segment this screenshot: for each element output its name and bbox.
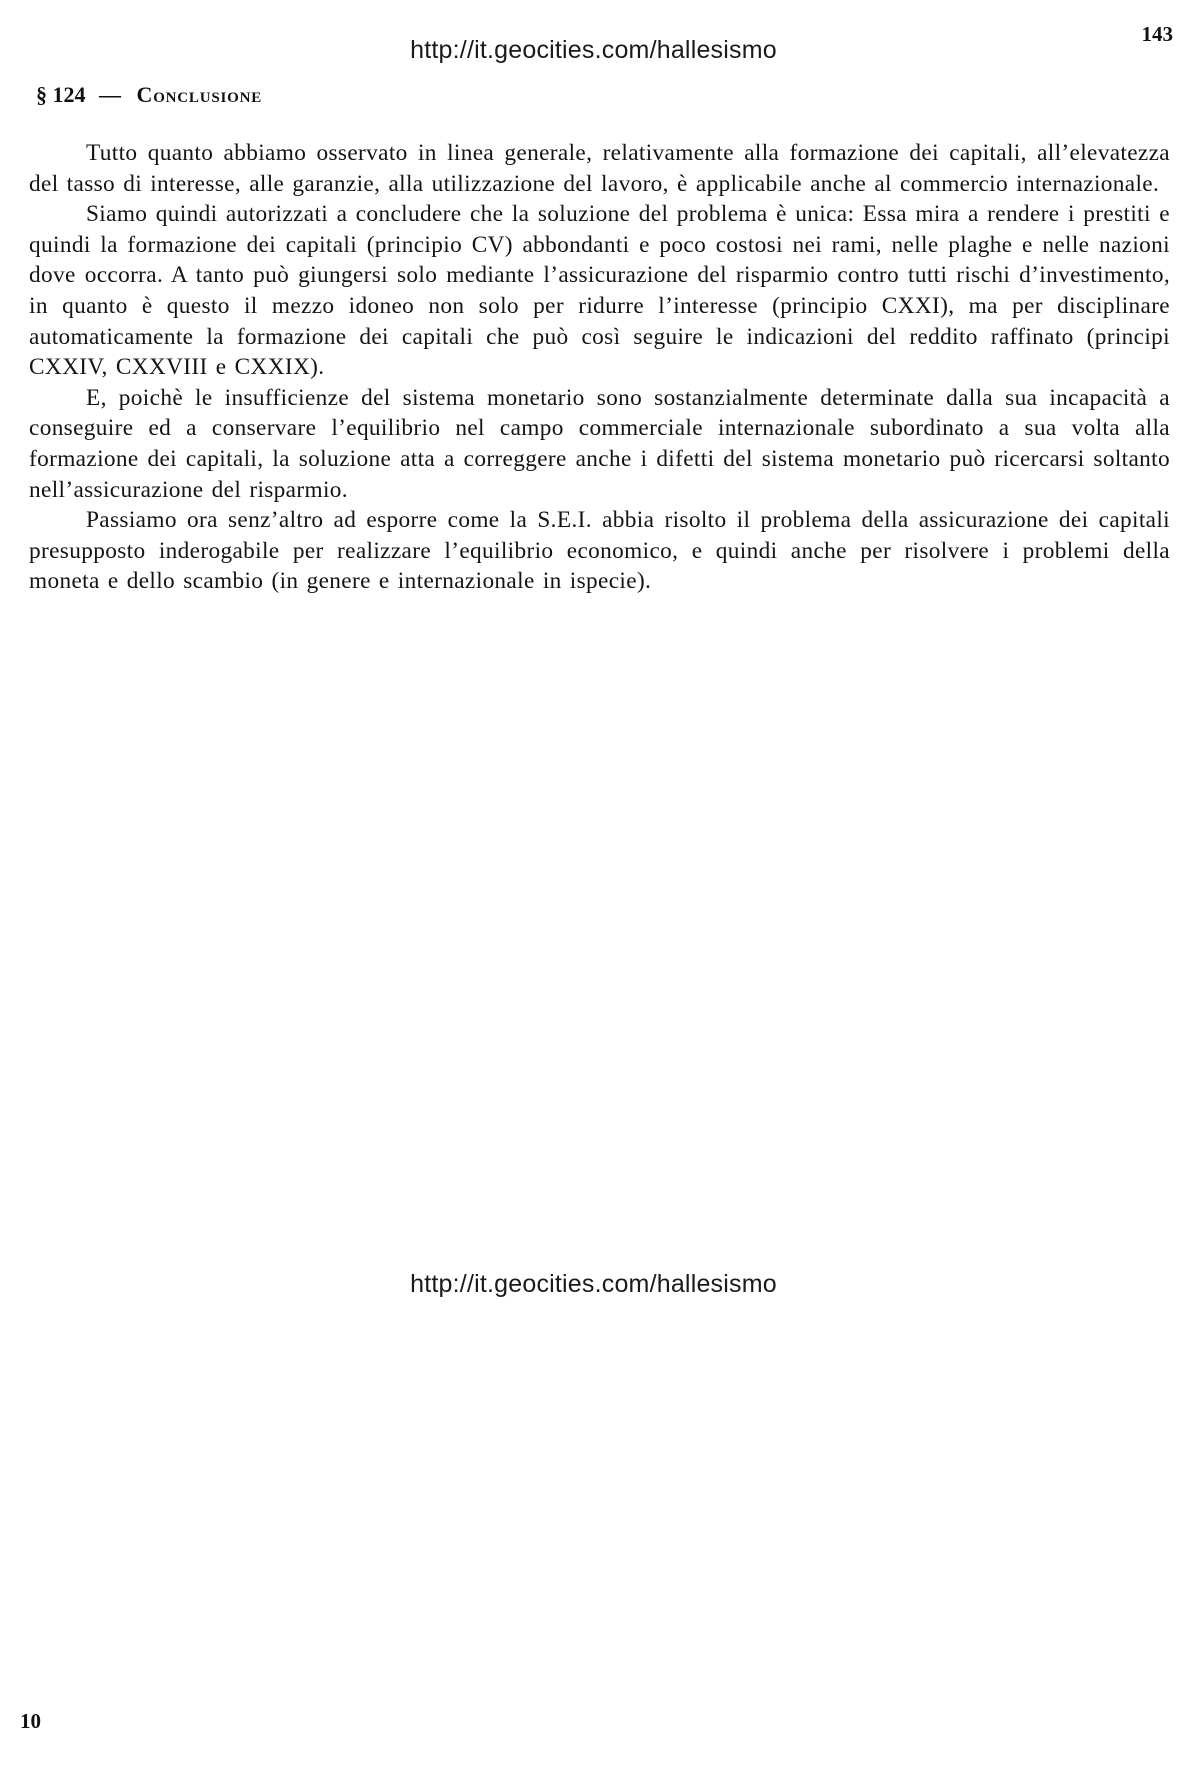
page-number: 143 [1141,22,1173,46]
paragraph-3: E, poichè le insufficienze del sistema monetario sono sostanzialmente determinate dalla sua incapacità a conseguire ed a conservare l’equilibrio nel campo commerciale internazionale subordinato a sua volta alla formazione dei capitali, la soluzione atta a correggere anche i difetti del sistema monetario può ricercarsi soltanto nell’assicurazione del risparmio. [29,384,1170,503]
paragraph-4: Passiamo ora senz’altro ad esporre come la S.E.I. abbia risolto il problema della assicurazione dei capitali presupposto inderogabile per realizzare l’equilibrio economico, e quindi anche per risolvere i problemi della moneta e dello scambio (in genere e internazionale in ispecie). [29,507,1170,595]
folio-number: 10 [20,1709,41,1733]
source-url-top[interactable]: http://it.geocities.com/hallesismo [410,36,777,64]
paragraph-1: Tutto quanto abbiamo osservato in linea generale, relativamente alla formazione dei capitali, all’elevatezza del tasso di interesse, alle garanzie, alla utilizzazione del lavoro, è applicabile anche al commercio internazionale. [29,140,1170,197]
paragraph-2: Siamo quindi autorizzati a concludere che la soluzione del problema è unica: Essa mira a rendere i prestiti e quindi la formazione dei capitali (principio CV) abbondanti e poco costosi nei rami, nelle plaghe e nelle nazioni dove occorra. A tanto può giungersi solo mediante l’assicurazione del risparmio contro tutti rischi d’investimento, in quanto è questo il mezzo idoneo non solo per ridurre l’interesse (principio CXXI), ma per disciplinare automaticamente la formazione dei capitali che può così seguire le indicazioni del reddito raffinato (principi CXXIV, CXXVIII e CXXIX). [29,201,1170,381]
section-dash: — [99,82,121,107]
section-heading [36,82,262,108]
body-text [29,138,1170,597]
section-number: § 124 [36,82,86,107]
source-url-bottom[interactable]: http://it.geocities.com/hallesismo [410,1270,777,1298]
section-title: Conclusione [136,82,263,107]
